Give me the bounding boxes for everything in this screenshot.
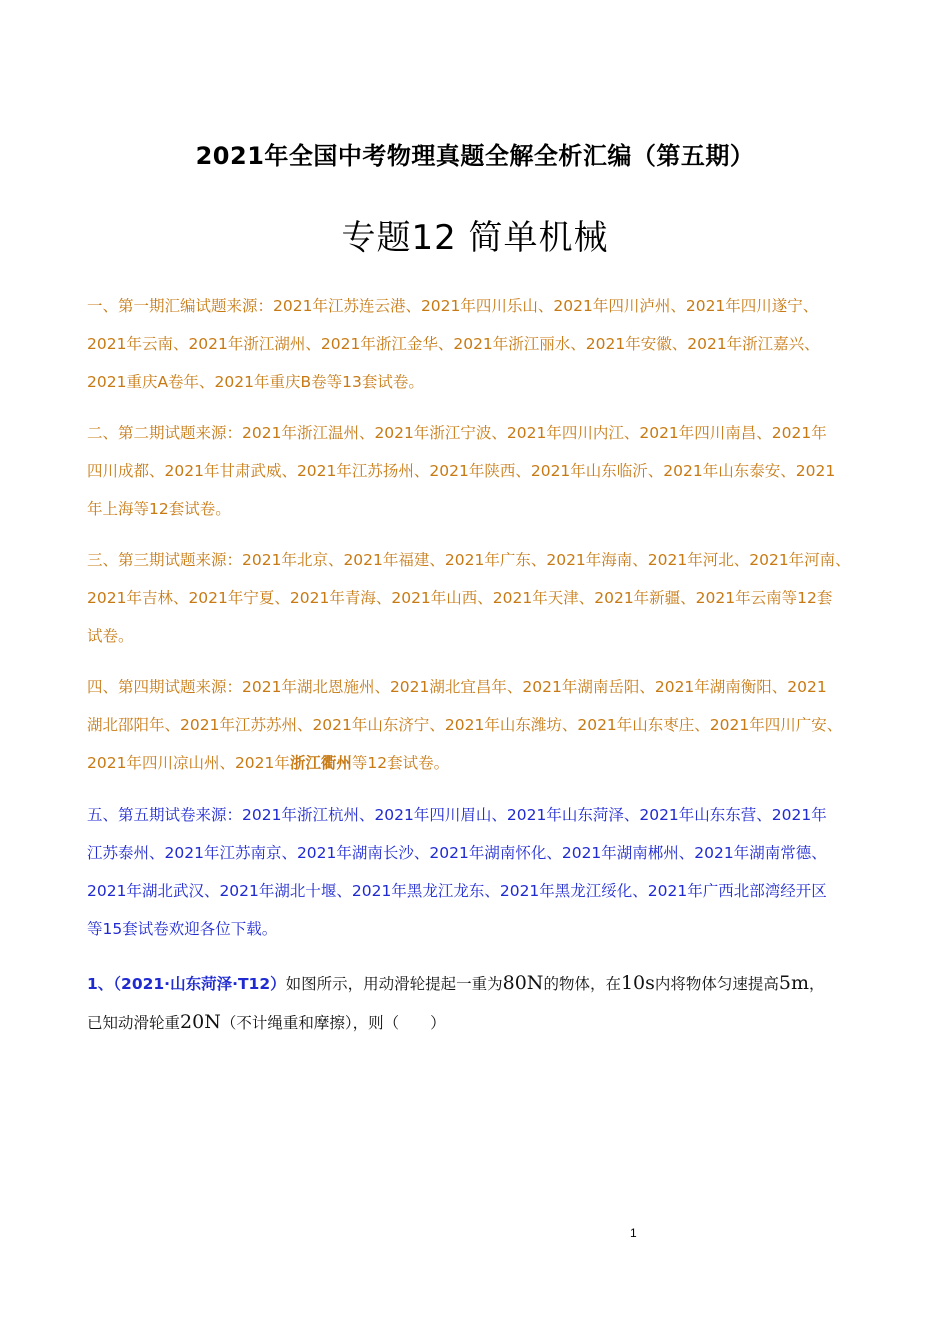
period-4-highlight: 浙江衢州: [289, 754, 352, 772]
document-title: 专题12 简单机械: [341, 218, 609, 258]
period-4-line-3: [87, 744, 877, 782]
page-number: 1: [630, 1226, 637, 1240]
period-3-line-2: 2021年吉林、2021年宁夏、2021年青海、2021年山西、2021年天津、2021年新疆、2021年云南等12套: [87, 589, 833, 607]
period-2-paragraph: [87, 414, 877, 528]
period-5-line-4: 等15套试卷欢迎各位下载。: [87, 920, 278, 938]
question-math-time: 10s: [620, 972, 655, 994]
question-text-6: （不计绳重和摩擦），则（ ）: [220, 1014, 446, 1032]
question-text-2: 的物体，在: [543, 975, 621, 993]
question-1-line-2: [87, 1003, 877, 1042]
question-text-3: 内将物体匀速提高: [654, 975, 779, 993]
question-math-pulley-weight: 20N: [180, 1011, 221, 1033]
question-text-4: ，: [809, 975, 825, 993]
period-5-line-2: 江苏泰州、2021年江苏南京、2021年湖南长沙、2021年湖南怀化、2021年湖南郴州、2021年湖南常德、: [87, 844, 827, 862]
period-1-line-1: 一、第一期汇编试题来源：2021年江苏连云港、2021年四川乐山、2021年四川泸州、2021年四川遂宁、: [87, 297, 819, 315]
period-4-line-1: 四、第四期试题来源：2021年湖北恩施州、2021湖北宜昌年、2021年湖南岳阳、2021年湖南衡阳、2021: [87, 678, 827, 696]
period-5-line-1: 五、第五期试卷来源：2021年浙江杭州、2021年四川眉山、2021年山东菏泽、2021年山东东营、2021年: [87, 806, 827, 824]
question-math-height: 5m: [778, 972, 810, 994]
period-3-line-3: 试卷。: [87, 627, 134, 645]
period-2-line-3: 年上海等12套试卷。: [87, 500, 231, 518]
period-2-line-1: 二、第二期试题来源：2021年浙江温州、2021年浙江宁波、2021年四川内江、2021年四川南昌、2021年: [87, 424, 827, 442]
period-3-line-1: 三、第三期试题来源：2021年北京、2021年福建、2021年广东、2021年海南、2021年河北、2021年河南、: [87, 551, 851, 569]
question-math-weight: 80N: [502, 972, 544, 994]
period-4-line-3-suffix: 等12套试卷。: [351, 754, 450, 772]
period-4-paragraph: [87, 668, 877, 782]
period-1-line-2: 2021年云南、2021年浙江湖州、2021年浙江金华、2021年浙江丽水、2021年安徽、2021年浙江嘉兴、: [87, 335, 820, 353]
question-number: 1、: [87, 975, 114, 993]
period-3-paragraph: [87, 541, 877, 655]
question-source: （2021·山东菏泽·T12）: [113, 975, 286, 993]
period-1-line-3: 2021重庆A卷年、2021年重庆B卷等13套试卷。: [87, 373, 424, 391]
period-5-line-3: 2021年湖北武汉、2021年湖北十堰、2021年黑龙江龙东、2021年黑龙江绥化、2021年广西北部湾经开区: [87, 882, 827, 900]
question-1-line-1: [87, 964, 877, 1003]
period-5-paragraph: [87, 796, 877, 948]
period-4-line-2: 湖北邵阳年、2021年江苏苏州、2021年山东济宁、2021年山东潍坊、2021年山东枣庄、2021年四川广安、: [87, 716, 843, 734]
question-1: [87, 964, 877, 1042]
question-text-1: 如图所示，用动滑轮提起一重为: [285, 975, 503, 993]
period-1-paragraph: [87, 287, 877, 401]
document-subtitle: 2021年全国中考物理真题全解全析汇编（第五期）: [195, 142, 755, 170]
period-4-line-3-prefix: 2021年四川凉山州、2021年: [87, 754, 290, 772]
question-text-5: 已知动滑轮重: [87, 1014, 181, 1032]
period-2-line-2: 四川成都、2021年甘肃武威、2021年江苏扬州、2021年陕西、2021年山东临沂、2021年山东泰安、2021: [87, 462, 836, 480]
